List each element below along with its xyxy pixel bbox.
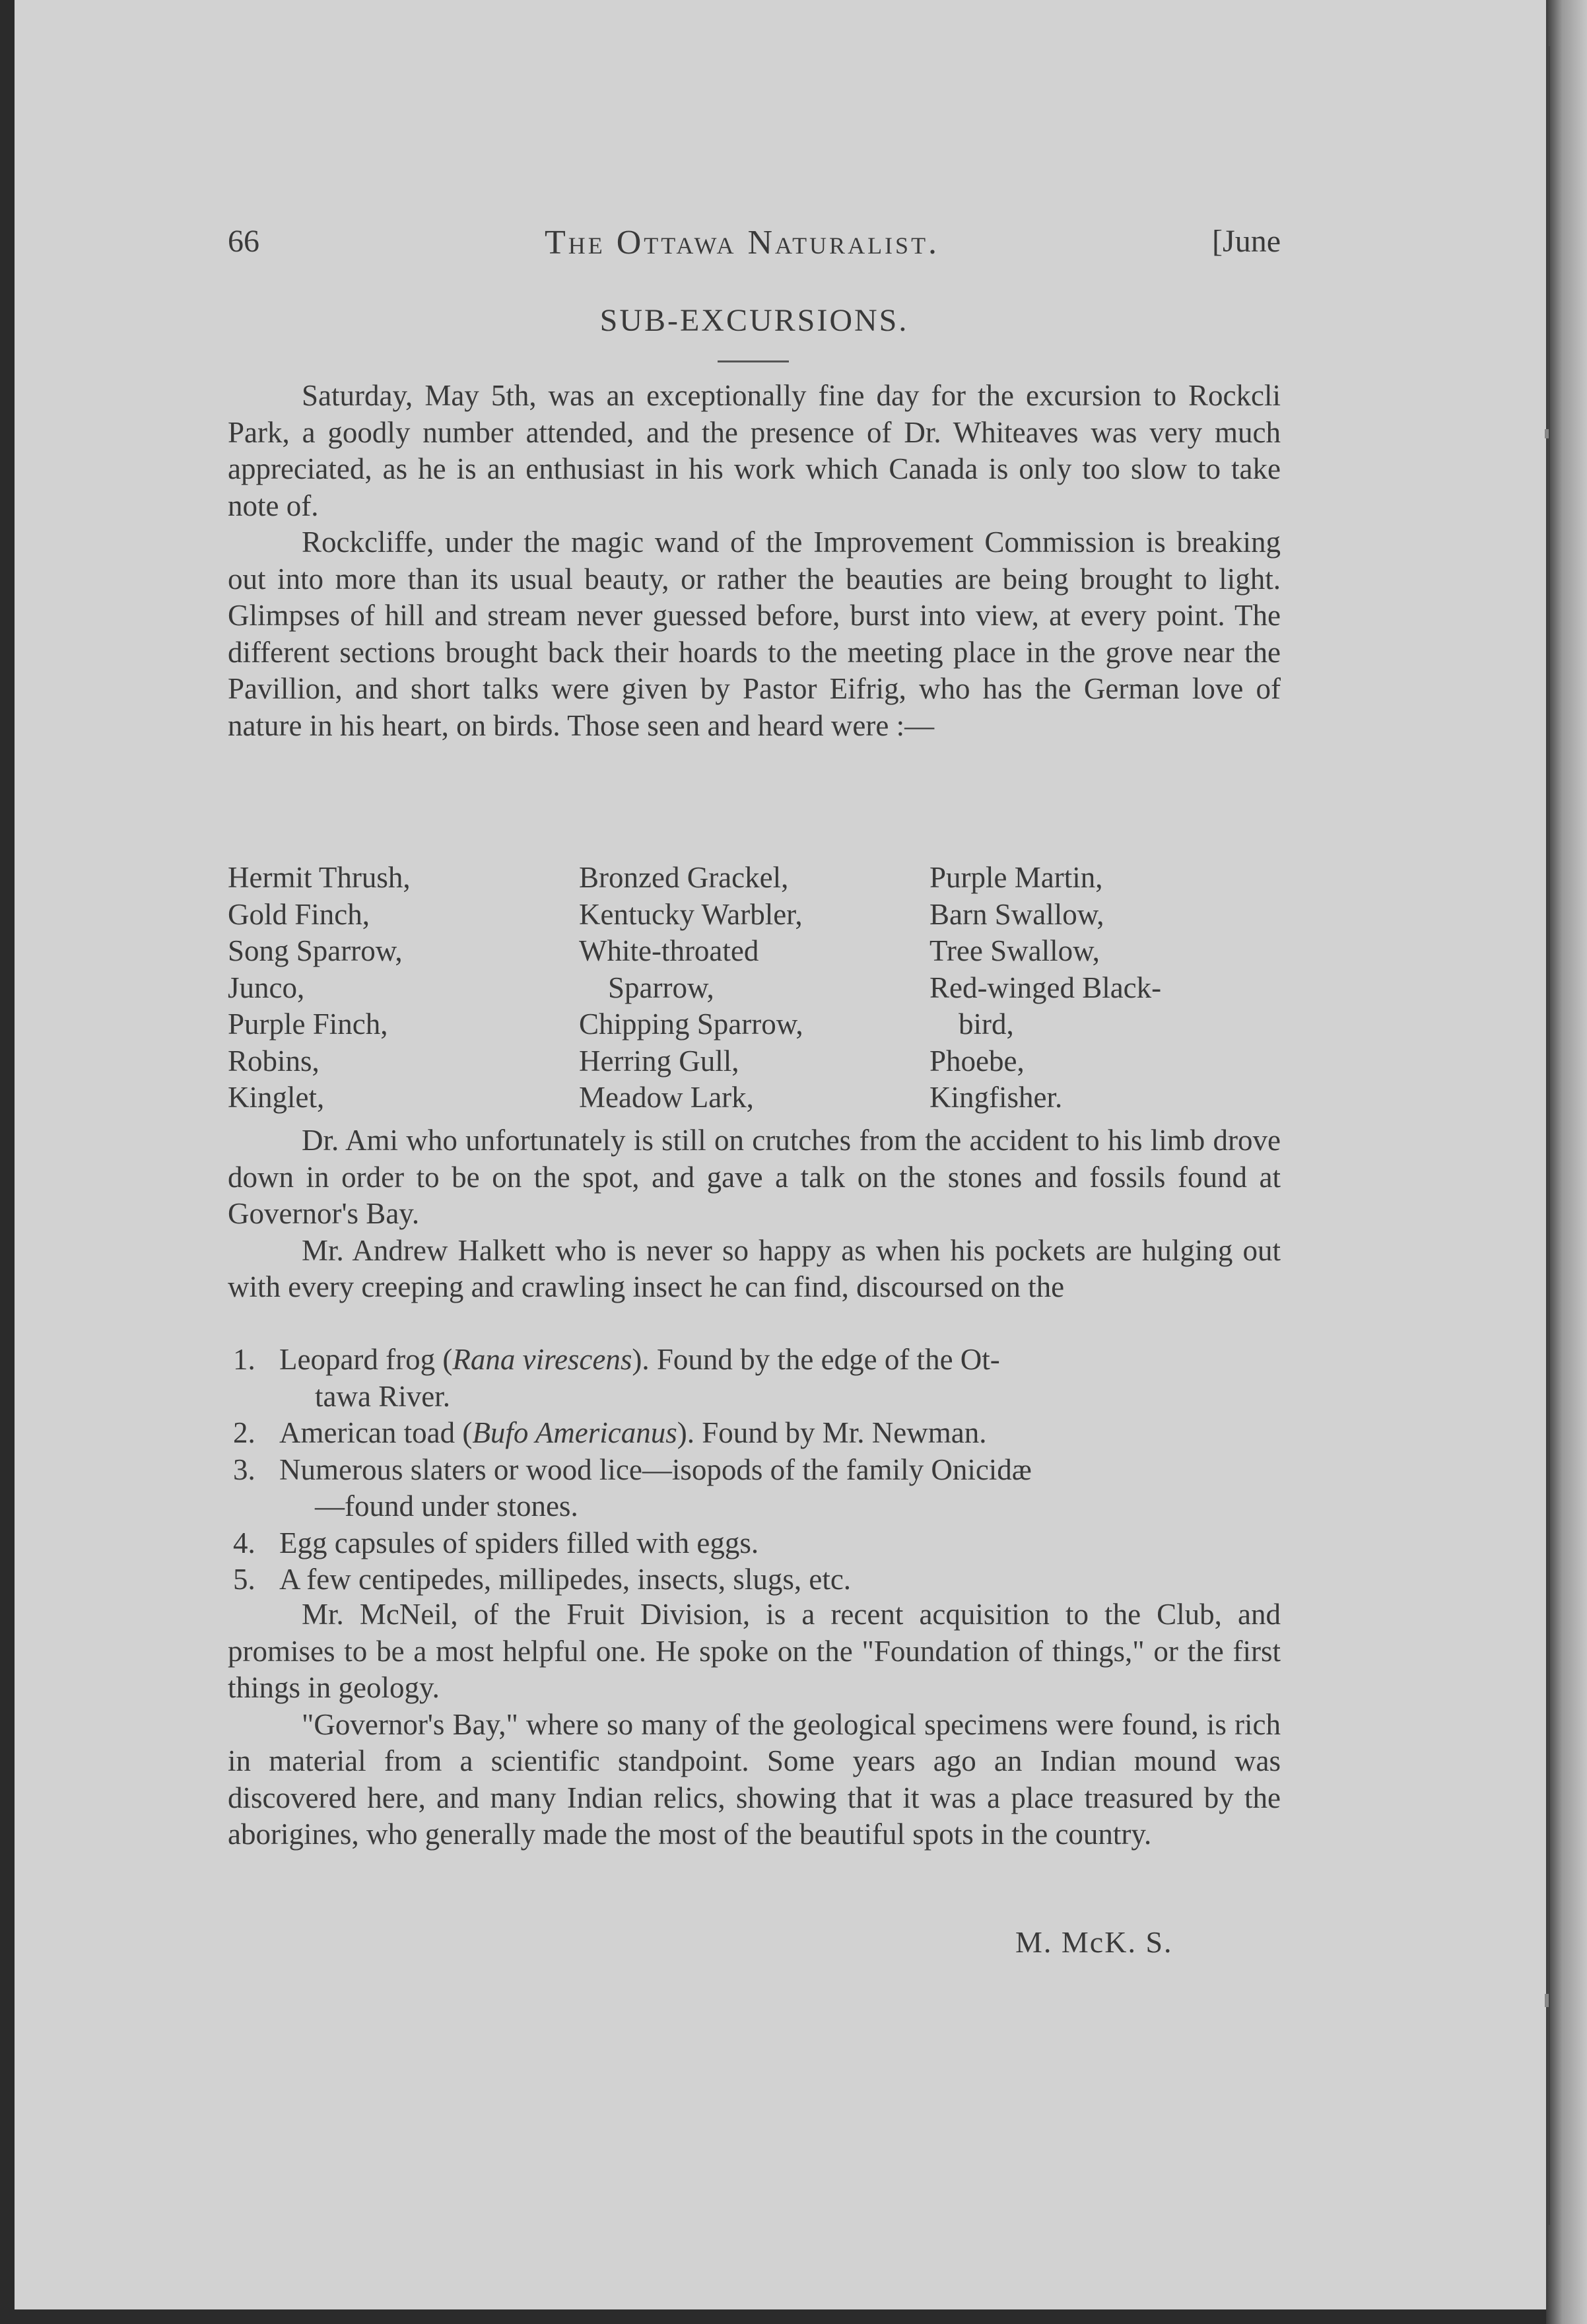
title-rule bbox=[718, 360, 789, 362]
bird-entry: Kentucky Warbler, bbox=[579, 897, 803, 931]
bird-entry: Purple Martin, bbox=[929, 861, 1103, 894]
item-text: Leopard frog ( bbox=[279, 1343, 453, 1376]
item-text: Numerous slaters or wood lice—isopods of the family Onicidæ bbox=[279, 1452, 1032, 1486]
bird-entry: White-throated bbox=[579, 934, 759, 967]
spine-edge bbox=[1548, 46, 1550, 2225]
item-number: 5. bbox=[233, 1563, 255, 1596]
bird-entry: Red-winged Black- bbox=[929, 971, 1162, 1004]
author-signature: M. McK. S. bbox=[1015, 1925, 1173, 1959]
page-number: 66 bbox=[228, 224, 259, 259]
bird-entry: Robins, bbox=[228, 1044, 320, 1077]
bird-entry: Song Sparrow, bbox=[228, 934, 403, 967]
bird-entry: Barn Swallow, bbox=[929, 897, 1104, 931]
bird-entry: Meadow Lark, bbox=[579, 1081, 754, 1114]
bird-entry-continued: bird, bbox=[959, 1008, 1014, 1041]
item-continuation: tawa River. bbox=[315, 1379, 450, 1413]
bird-entry: Kinglet, bbox=[228, 1081, 325, 1114]
bird-entry: Hermit Thrush, bbox=[228, 861, 411, 894]
article-conclusion bbox=[228, 1596, 1281, 1853]
paragraph-1: Saturday, May 5th, was an exceptionally fine day for the excursion to Rockcli Park, a goodly number attended, and the presence of Dr. Whiteaves was very much appreciated, as he is an enthusiast in his work which Canada is only too slow to take note of. bbox=[228, 379, 1281, 522]
paragraph-2: Rockcliffe, under the magic wand of the Improvement Commission is breaking out into more than its usual beauty, or rather the beauties are being brought to light. Glimpses of hill and stream never guessed before, burst into view, at every point. The different sections brought back their hoards to the meeting place in the grove near the Pavillion, and short talks were given by Pastor Eifrig, who has the German love of nature in his heart, on birds. Those seen and heard were :— bbox=[228, 526, 1281, 742]
article-middle bbox=[228, 1122, 1281, 1306]
item-number: 1. bbox=[233, 1343, 255, 1376]
specimen-list bbox=[228, 1342, 1281, 1598]
item-text-post: ). Found by Mr. Newman. bbox=[677, 1416, 987, 1449]
item-number: 4. bbox=[233, 1526, 255, 1559]
running-header bbox=[228, 223, 1281, 263]
item-text: A few centipedes, millipedes, insects, slugs, etc. bbox=[279, 1563, 852, 1596]
running-title: The Ottawa Naturalist. bbox=[545, 224, 940, 261]
article-intro bbox=[228, 378, 1281, 744]
specimen-item bbox=[228, 1452, 1281, 1525]
item-text-post: ). Found by the edge of the Ot- bbox=[632, 1343, 1000, 1376]
item-number: 2. bbox=[233, 1416, 255, 1449]
specimen-item bbox=[228, 1525, 1281, 1562]
paragraph-5: Mr. McNeil, of the Fruit Division, is a recent acquisition to the Club, and promises to be a most helpful one. He spoke on the "Foundation of things," or the first things in geology. bbox=[228, 1598, 1281, 1704]
bird-entry: Tree Swallow, bbox=[929, 934, 1100, 967]
specimen-item bbox=[228, 1561, 1281, 1598]
bird-entry: Gold Finch, bbox=[228, 897, 370, 931]
article-title: SUB-EXCURSIONS. bbox=[599, 303, 909, 338]
specimen-item bbox=[228, 1342, 1281, 1415]
item-continuation: —found under stones. bbox=[315, 1489, 578, 1522]
item-number: 3. bbox=[233, 1452, 255, 1486]
page-fold bbox=[1546, 0, 1587, 2324]
bird-column-2 bbox=[579, 860, 803, 1116]
bird-entry: Herring Gull, bbox=[579, 1044, 739, 1077]
bird-entry: Junco, bbox=[228, 971, 305, 1004]
item-text: American toad ( bbox=[279, 1416, 473, 1449]
latin-name: Bufo Americanus bbox=[472, 1416, 677, 1449]
bird-entry-continued: Sparrow, bbox=[608, 971, 714, 1004]
running-month: [June bbox=[1212, 224, 1281, 259]
bird-entry: Purple Finch, bbox=[228, 1008, 388, 1041]
paragraph-3: Dr. Ami who unfortunately is still on crutches from the accident to his limb drove down in order to be on the spot, and gave a talk on the stones and fossils found at Governor's Bay. bbox=[228, 1124, 1281, 1230]
bird-entry: Kingfisher. bbox=[929, 1081, 1063, 1114]
bird-column-1 bbox=[228, 860, 411, 1116]
paragraph-6: "Governor's Bay," where so many of the geological specimens were found, is rich in material from a scientific standpoint. Some years ago an Indian mound was discovered here, and many Indian relics, showing that it was a place treasured by the aborigines, who generally made the most of the beautiful spots in the country. bbox=[228, 1707, 1281, 1851]
scan-speck bbox=[1545, 429, 1549, 438]
latin-name: Rana virescens bbox=[452, 1343, 632, 1376]
bird-column-3 bbox=[929, 860, 1161, 1116]
bird-entry: Phoebe, bbox=[929, 1044, 1025, 1077]
paragraph-4: Mr. Andrew Halkett who is never so happy as when his pockets are hulging out with every creeping and crawling insect he can find, discoursed on the bbox=[228, 1233, 1281, 1303]
specimen-item bbox=[228, 1415, 1281, 1452]
bird-list bbox=[228, 860, 1281, 1120]
item-text: Egg capsules of spiders filled with eggs. bbox=[279, 1526, 759, 1559]
bird-entry: Bronzed Grackel, bbox=[579, 861, 789, 894]
bird-entry: Chipping Sparrow, bbox=[579, 1008, 803, 1041]
scan-speck bbox=[1545, 1994, 1549, 2007]
